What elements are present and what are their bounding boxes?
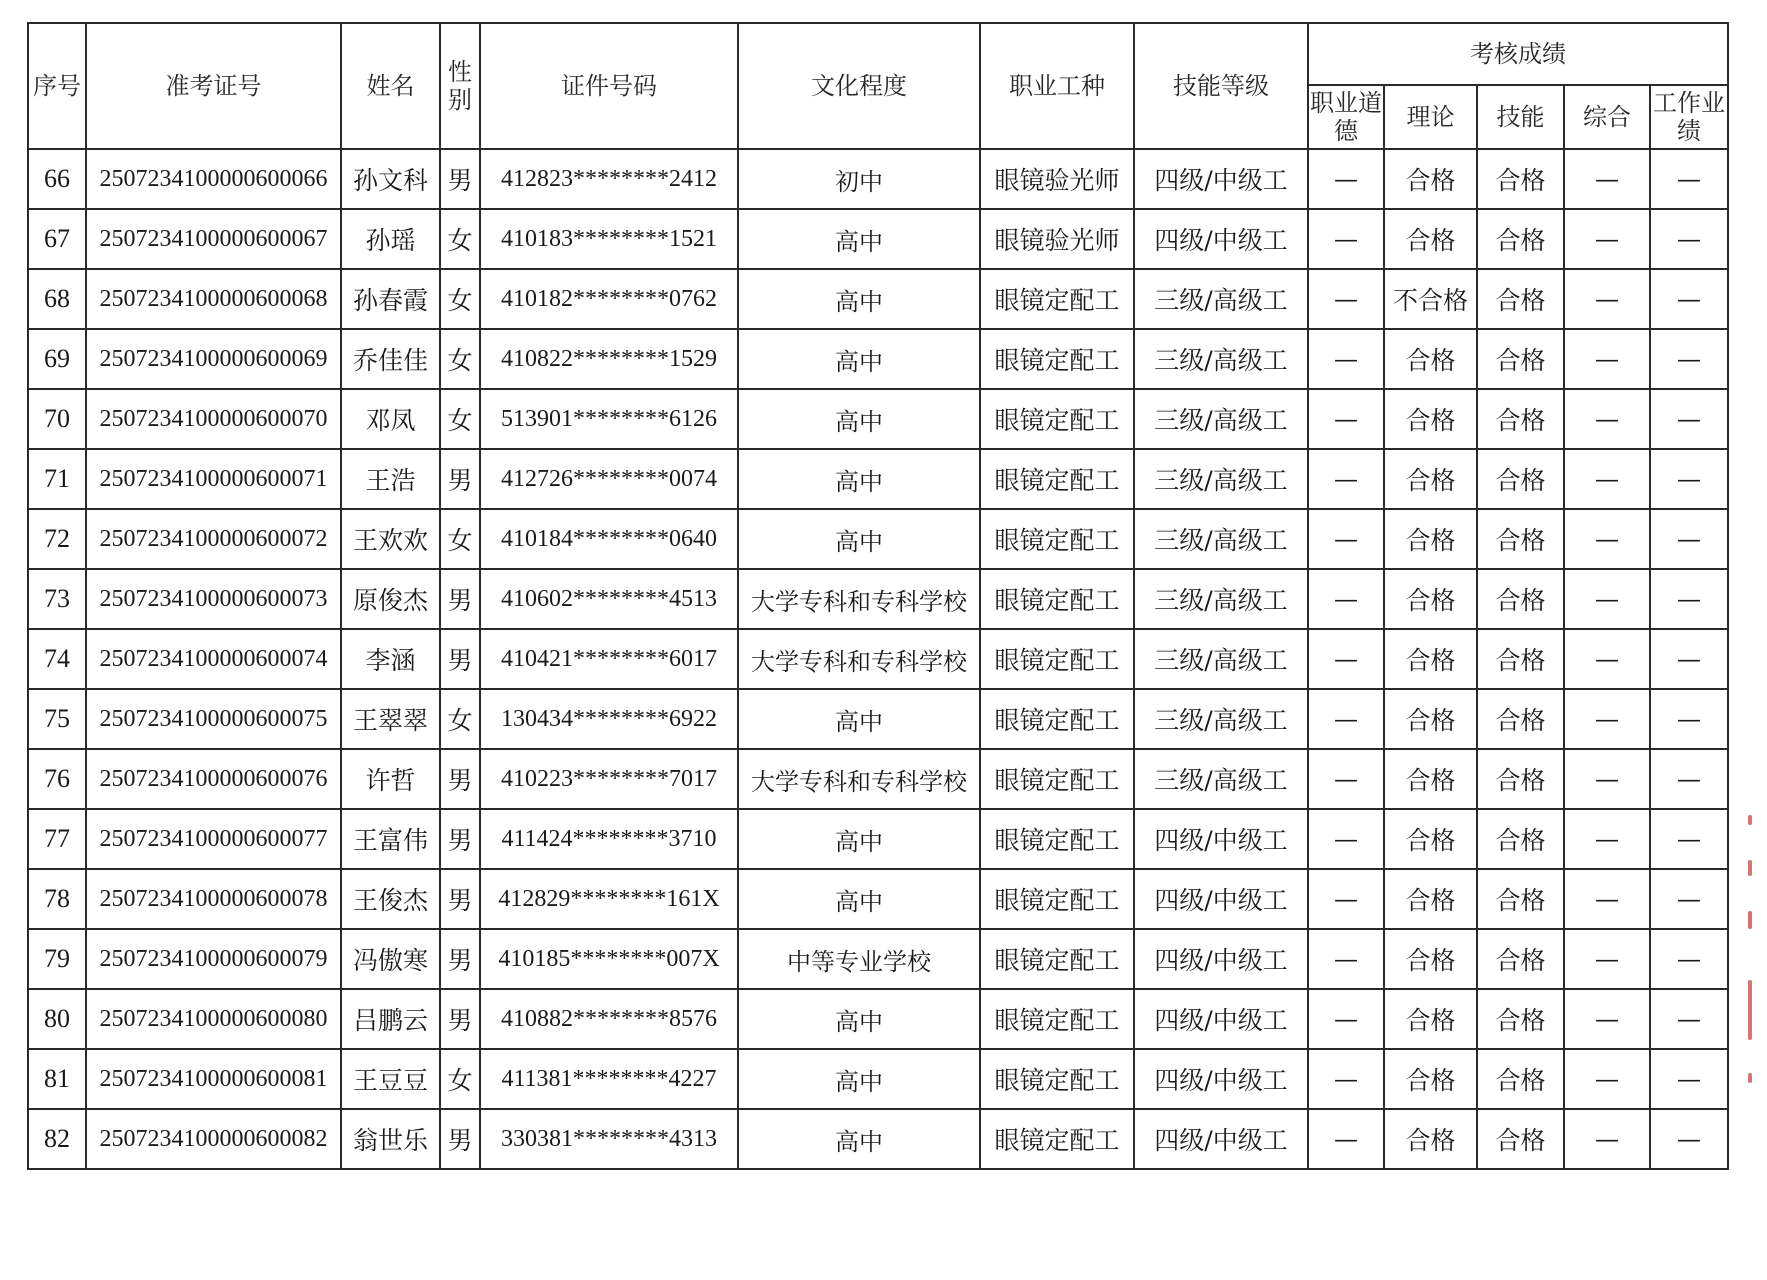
cell-name: 孙春霞	[341, 269, 440, 329]
table-row	[28, 1109, 1728, 1169]
cell-gender: 男	[440, 1109, 480, 1169]
cell-id-no: 410822********1529	[480, 329, 738, 389]
cell-gender: 男	[440, 449, 480, 509]
cell-overall: —	[1564, 929, 1650, 989]
cell-theory: 合格	[1384, 569, 1477, 629]
cell-exam-no: 2507234100000600082	[86, 1109, 341, 1169]
header-occupation: 职业工种	[980, 23, 1134, 149]
cell-skill-level: 四级/中级工	[1134, 209, 1308, 269]
cell-skill-level: 四级/中级工	[1134, 869, 1308, 929]
cell-gender: 男	[440, 629, 480, 689]
cell-skill-level: 四级/中级工	[1134, 149, 1308, 209]
cell-exam-no: 2507234100000600081	[86, 1049, 341, 1109]
cell-education: 高中	[738, 329, 980, 389]
cell-work: —	[1650, 869, 1728, 929]
header-skill-level: 技能等级	[1134, 23, 1308, 149]
cell-skill-level: 三级/高级工	[1134, 329, 1308, 389]
cell-overall: —	[1564, 809, 1650, 869]
cell-overall: —	[1564, 449, 1650, 509]
header-gender: 性别	[440, 23, 480, 149]
cell-seq: 78	[28, 869, 86, 929]
header-id-no: 证件号码	[480, 23, 738, 149]
cell-name: 王富伟	[341, 809, 440, 869]
cell-work: —	[1650, 509, 1728, 569]
cell-id-no: 411424********3710	[480, 809, 738, 869]
cell-skill-level: 三级/高级工	[1134, 449, 1308, 509]
table-row	[28, 809, 1728, 869]
results-sheet	[27, 22, 1727, 1170]
table-row	[28, 209, 1728, 269]
cell-gender: 女	[440, 689, 480, 749]
cell-id-no: 513901********6126	[480, 389, 738, 449]
cell-seq: 72	[28, 509, 86, 569]
cell-seq: 67	[28, 209, 86, 269]
cell-skill: 合格	[1477, 989, 1564, 1049]
cell-ethics: —	[1308, 809, 1384, 869]
cell-work: —	[1650, 929, 1728, 989]
cell-exam-no: 2507234100000600077	[86, 809, 341, 869]
cell-overall: —	[1564, 269, 1650, 329]
cell-gender: 女	[440, 389, 480, 449]
cell-gender: 男	[440, 749, 480, 809]
cell-occupation: 眼镜定配工	[980, 509, 1134, 569]
cell-gender: 男	[440, 869, 480, 929]
cell-work: —	[1650, 149, 1728, 209]
cell-education: 高中	[738, 869, 980, 929]
cell-skill: 合格	[1477, 749, 1564, 809]
cell-ethics: —	[1308, 869, 1384, 929]
cell-exam-no: 2507234100000600066	[86, 149, 341, 209]
header-skill: 技能	[1477, 85, 1564, 149]
cell-skill-level: 四级/中级工	[1134, 989, 1308, 1049]
cell-name: 邓凤	[341, 389, 440, 449]
table-row	[28, 449, 1728, 509]
cell-exam-no: 2507234100000600069	[86, 329, 341, 389]
cell-overall: —	[1564, 569, 1650, 629]
table-row	[28, 509, 1728, 569]
cell-id-no: 410183********1521	[480, 209, 738, 269]
cell-occupation: 眼镜定配工	[980, 809, 1134, 869]
cell-name: 王豆豆	[341, 1049, 440, 1109]
cell-skill-level: 三级/高级工	[1134, 389, 1308, 449]
cell-overall: —	[1564, 869, 1650, 929]
cell-theory: 合格	[1384, 809, 1477, 869]
cell-id-no: 411381********4227	[480, 1049, 738, 1109]
cell-exam-no: 2507234100000600075	[86, 689, 341, 749]
cell-skill: 合格	[1477, 869, 1564, 929]
cell-work: —	[1650, 569, 1728, 629]
cell-education: 大学专科和专科学校	[738, 749, 980, 809]
cell-name: 王欢欢	[341, 509, 440, 569]
cell-skill: 合格	[1477, 209, 1564, 269]
header-name: 姓名	[341, 23, 440, 149]
cell-exam-no: 2507234100000600067	[86, 209, 341, 269]
cell-exam-no: 2507234100000600071	[86, 449, 341, 509]
cell-id-no: 410185********007X	[480, 929, 738, 989]
cell-theory: 合格	[1384, 389, 1477, 449]
cell-work: —	[1650, 749, 1728, 809]
cell-id-no: 412829********161X	[480, 869, 738, 929]
cell-ethics: —	[1308, 569, 1384, 629]
scan-edge-marks	[1748, 815, 1754, 1085]
cell-occupation: 眼镜定配工	[980, 1049, 1134, 1109]
cell-seq: 69	[28, 329, 86, 389]
cell-ethics: —	[1308, 749, 1384, 809]
cell-occupation: 眼镜定配工	[980, 569, 1134, 629]
cell-name: 孙文科	[341, 149, 440, 209]
cell-education: 高中	[738, 389, 980, 449]
cell-education: 高中	[738, 209, 980, 269]
cell-skill-level: 三级/高级工	[1134, 269, 1308, 329]
cell-skill: 合格	[1477, 569, 1564, 629]
cell-gender: 女	[440, 1049, 480, 1109]
header-theory: 理论	[1384, 85, 1477, 149]
cell-overall: —	[1564, 1109, 1650, 1169]
exam-results-table	[27, 22, 1729, 1170]
cell-theory: 合格	[1384, 149, 1477, 209]
cell-theory: 合格	[1384, 689, 1477, 749]
cell-seq: 74	[28, 629, 86, 689]
cell-name: 翁世乐	[341, 1109, 440, 1169]
cell-exam-no: 2507234100000600073	[86, 569, 341, 629]
table-row	[28, 269, 1728, 329]
cell-seq: 70	[28, 389, 86, 449]
cell-skill: 合格	[1477, 929, 1564, 989]
cell-work: —	[1650, 209, 1728, 269]
cell-skill: 合格	[1477, 509, 1564, 569]
cell-skill-level: 三级/高级工	[1134, 689, 1308, 749]
cell-theory: 合格	[1384, 209, 1477, 269]
cell-id-no: 412823********2412	[480, 149, 738, 209]
table-row	[28, 389, 1728, 449]
cell-exam-no: 2507234100000600072	[86, 509, 341, 569]
cell-work: —	[1650, 1049, 1728, 1109]
cell-exam-no: 2507234100000600068	[86, 269, 341, 329]
cell-gender: 女	[440, 269, 480, 329]
cell-occupation: 眼镜验光师	[980, 209, 1134, 269]
cell-gender: 女	[440, 509, 480, 569]
cell-id-no: 410223********7017	[480, 749, 738, 809]
cell-seq: 73	[28, 569, 86, 629]
cell-seq: 82	[28, 1109, 86, 1169]
cell-education: 高中	[738, 509, 980, 569]
cell-overall: —	[1564, 389, 1650, 449]
table-header	[28, 23, 1728, 149]
cell-ethics: —	[1308, 149, 1384, 209]
cell-ethics: —	[1308, 1109, 1384, 1169]
cell-skill: 合格	[1477, 269, 1564, 329]
cell-theory: 合格	[1384, 869, 1477, 929]
cell-occupation: 眼镜定配工	[980, 389, 1134, 449]
cell-work: —	[1650, 989, 1728, 1049]
header-seq: 序号	[28, 23, 86, 149]
cell-ethics: —	[1308, 269, 1384, 329]
cell-ethics: —	[1308, 929, 1384, 989]
table-row	[28, 749, 1728, 809]
cell-gender: 女	[440, 329, 480, 389]
cell-name: 王翠翠	[341, 689, 440, 749]
cell-ethics: —	[1308, 449, 1384, 509]
cell-overall: —	[1564, 749, 1650, 809]
cell-ethics: —	[1308, 629, 1384, 689]
cell-seq: 79	[28, 929, 86, 989]
table-row	[28, 149, 1728, 209]
cell-overall: —	[1564, 509, 1650, 569]
cell-seq: 75	[28, 689, 86, 749]
cell-seq: 76	[28, 749, 86, 809]
header-ethics: 职业道德	[1308, 85, 1384, 149]
cell-skill: 合格	[1477, 389, 1564, 449]
cell-skill-level: 四级/中级工	[1134, 809, 1308, 869]
cell-work: —	[1650, 269, 1728, 329]
cell-theory: 合格	[1384, 749, 1477, 809]
cell-skill-level: 三级/高级工	[1134, 569, 1308, 629]
cell-exam-no: 2507234100000600076	[86, 749, 341, 809]
header-work: 工作业绩	[1650, 85, 1728, 149]
cell-theory: 合格	[1384, 449, 1477, 509]
cell-skill: 合格	[1477, 449, 1564, 509]
cell-theory: 合格	[1384, 509, 1477, 569]
table-body	[28, 149, 1728, 1169]
cell-name: 冯傲寒	[341, 929, 440, 989]
cell-id-no: 410602********4513	[480, 569, 738, 629]
cell-gender: 女	[440, 209, 480, 269]
cell-education: 高中	[738, 809, 980, 869]
cell-ethics: —	[1308, 989, 1384, 1049]
cell-theory: 合格	[1384, 1109, 1477, 1169]
cell-skill-level: 四级/中级工	[1134, 1109, 1308, 1169]
cell-exam-no: 2507234100000600079	[86, 929, 341, 989]
cell-id-no: 410184********0640	[480, 509, 738, 569]
cell-education: 大学专科和专科学校	[738, 629, 980, 689]
cell-occupation: 眼镜定配工	[980, 749, 1134, 809]
table-row	[28, 1049, 1728, 1109]
cell-ethics: —	[1308, 509, 1384, 569]
cell-skill: 合格	[1477, 809, 1564, 869]
cell-education: 大学专科和专科学校	[738, 569, 980, 629]
cell-ethics: —	[1308, 209, 1384, 269]
cell-occupation: 眼镜验光师	[980, 149, 1134, 209]
cell-exam-no: 2507234100000600078	[86, 869, 341, 929]
cell-seq: 68	[28, 269, 86, 329]
cell-id-no: 330381********4313	[480, 1109, 738, 1169]
cell-work: —	[1650, 449, 1728, 509]
cell-ethics: —	[1308, 329, 1384, 389]
cell-seq: 80	[28, 989, 86, 1049]
table-row	[28, 689, 1728, 749]
cell-name: 吕鹏云	[341, 989, 440, 1049]
cell-name: 王浩	[341, 449, 440, 509]
cell-skill: 合格	[1477, 629, 1564, 689]
table-row	[28, 329, 1728, 389]
cell-name: 王俊杰	[341, 869, 440, 929]
cell-id-no: 410182********0762	[480, 269, 738, 329]
table-row	[28, 869, 1728, 929]
cell-gender: 男	[440, 929, 480, 989]
header-scores-group: 考核成绩	[1308, 23, 1728, 85]
table-row	[28, 569, 1728, 629]
cell-theory: 合格	[1384, 629, 1477, 689]
cell-seq: 66	[28, 149, 86, 209]
cell-id-no: 410421********6017	[480, 629, 738, 689]
header-overall: 综合	[1564, 85, 1650, 149]
cell-education: 高中	[738, 1049, 980, 1109]
cell-work: —	[1650, 1109, 1728, 1169]
cell-occupation: 眼镜定配工	[980, 929, 1134, 989]
cell-skill-level: 四级/中级工	[1134, 929, 1308, 989]
cell-education: 高中	[738, 689, 980, 749]
cell-work: —	[1650, 329, 1728, 389]
cell-work: —	[1650, 629, 1728, 689]
cell-gender: 男	[440, 809, 480, 869]
cell-education: 初中	[738, 149, 980, 209]
cell-education: 高中	[738, 989, 980, 1049]
cell-gender: 男	[440, 989, 480, 1049]
header-education: 文化程度	[738, 23, 980, 149]
cell-seq: 71	[28, 449, 86, 509]
cell-skill: 合格	[1477, 329, 1564, 389]
table-row	[28, 989, 1728, 1049]
cell-id-no: 410882********8576	[480, 989, 738, 1049]
cell-occupation: 眼镜定配工	[980, 689, 1134, 749]
cell-name: 李涵	[341, 629, 440, 689]
cell-overall: —	[1564, 149, 1650, 209]
cell-theory: 合格	[1384, 989, 1477, 1049]
cell-skill: 合格	[1477, 1109, 1564, 1169]
cell-seq: 77	[28, 809, 86, 869]
cell-occupation: 眼镜定配工	[980, 1109, 1134, 1169]
cell-id-no: 130434********6922	[480, 689, 738, 749]
cell-theory: 合格	[1384, 1049, 1477, 1109]
cell-occupation: 眼镜定配工	[980, 869, 1134, 929]
cell-overall: —	[1564, 689, 1650, 749]
table-row	[28, 929, 1728, 989]
cell-exam-no: 2507234100000600070	[86, 389, 341, 449]
cell-skill-level: 三级/高级工	[1134, 629, 1308, 689]
cell-work: —	[1650, 809, 1728, 869]
cell-skill-level: 四级/中级工	[1134, 1049, 1308, 1109]
cell-skill-level: 三级/高级工	[1134, 749, 1308, 809]
cell-ethics: —	[1308, 1049, 1384, 1109]
cell-name: 乔佳佳	[341, 329, 440, 389]
cell-skill-level: 三级/高级工	[1134, 509, 1308, 569]
cell-gender: 男	[440, 149, 480, 209]
cell-overall: —	[1564, 209, 1650, 269]
cell-exam-no: 2507234100000600074	[86, 629, 341, 689]
cell-theory: 不合格	[1384, 269, 1477, 329]
cell-occupation: 眼镜定配工	[980, 989, 1134, 1049]
table-row	[28, 629, 1728, 689]
cell-education: 中等专业学校	[738, 929, 980, 989]
cell-overall: —	[1564, 1049, 1650, 1109]
cell-occupation: 眼镜定配工	[980, 449, 1134, 509]
cell-work: —	[1650, 389, 1728, 449]
cell-name: 孙瑶	[341, 209, 440, 269]
cell-overall: —	[1564, 989, 1650, 1049]
cell-education: 高中	[738, 1109, 980, 1169]
cell-ethics: —	[1308, 689, 1384, 749]
cell-skill: 合格	[1477, 1049, 1564, 1109]
cell-skill: 合格	[1477, 689, 1564, 749]
cell-name: 许哲	[341, 749, 440, 809]
cell-ethics: —	[1308, 389, 1384, 449]
cell-overall: —	[1564, 329, 1650, 389]
cell-work: —	[1650, 689, 1728, 749]
cell-gender: 男	[440, 569, 480, 629]
cell-theory: 合格	[1384, 929, 1477, 989]
cell-education: 高中	[738, 269, 980, 329]
cell-occupation: 眼镜定配工	[980, 329, 1134, 389]
cell-seq: 81	[28, 1049, 86, 1109]
cell-id-no: 412726********0074	[480, 449, 738, 509]
cell-overall: —	[1564, 629, 1650, 689]
cell-skill: 合格	[1477, 149, 1564, 209]
cell-occupation: 眼镜定配工	[980, 629, 1134, 689]
cell-education: 高中	[738, 449, 980, 509]
cell-name: 原俊杰	[341, 569, 440, 629]
cell-occupation: 眼镜定配工	[980, 269, 1134, 329]
cell-exam-no: 2507234100000600080	[86, 989, 341, 1049]
cell-theory: 合格	[1384, 329, 1477, 389]
header-exam-no: 准考证号	[86, 23, 341, 149]
